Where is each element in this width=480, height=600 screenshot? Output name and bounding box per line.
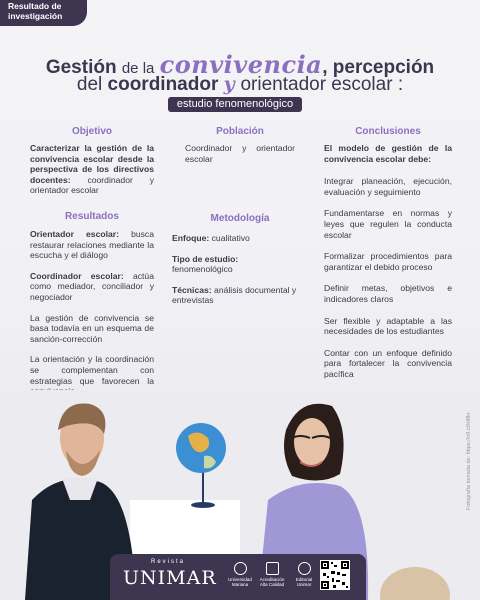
conclusion-item: Formalizar procedimientos para garantizar el debido proceso bbox=[324, 251, 452, 272]
title-word-convivencia: convivencia bbox=[159, 50, 323, 79]
metodologia-item-text: cualitativo bbox=[209, 233, 250, 243]
resultado-item bbox=[30, 313, 154, 345]
objetivo-rest: coordinador y orientador escolar bbox=[30, 174, 154, 196]
conclusiones-intro bbox=[324, 143, 452, 164]
resultados-heading: Resultados bbox=[65, 211, 119, 222]
photo-credit: Fotografía tomada de: https://n9.cl/h8fkr bbox=[466, 412, 472, 510]
title-word-percepcion: , percepción bbox=[322, 57, 435, 78]
objetivo-bold: Caracterizar la gestión de la convivencia escolar desde la perspectiva de los directivos docentes: bbox=[30, 143, 154, 185]
conclusiones-intro-bold: El modelo de gestión de la convivencia escolar debe: bbox=[324, 143, 452, 164]
conclusiones-heading: Conclusiones bbox=[355, 126, 421, 137]
resultado-item-bold: Orientador escolar: bbox=[30, 229, 119, 239]
subtitle-pill: estudio fenomenológico bbox=[168, 97, 302, 112]
badge-line-2: investigación bbox=[8, 11, 63, 21]
universidad-mariana-logo[interactable] bbox=[225, 562, 255, 587]
metodologia-item-text: fenomenológico bbox=[172, 264, 233, 275]
title-line-2 bbox=[0, 73, 480, 96]
resultado-item-bold: Coordinador escolar: bbox=[30, 270, 124, 281]
resultado-item bbox=[30, 229, 154, 261]
metodologia-item bbox=[172, 285, 298, 306]
metodologia-item-bold: Técnicas: bbox=[172, 284, 212, 295]
qr-code-icon[interactable] bbox=[320, 560, 350, 590]
poblacion-heading: Población bbox=[216, 126, 264, 137]
logo3-text: Editorial Unimar bbox=[295, 577, 313, 587]
footer-revista: Revista bbox=[151, 559, 186, 565]
metodologia-item-text: análisis documental y entrevistas bbox=[172, 284, 297, 306]
title-word-y: y bbox=[223, 73, 236, 95]
title-word-gestion: Gestión bbox=[45, 57, 117, 78]
resultados-list bbox=[30, 229, 154, 407]
seal-icon bbox=[266, 562, 279, 575]
conclusion-item: Ser flexible y adaptable a las necesidades de los estudiantes bbox=[324, 315, 452, 337]
editorial-logo[interactable] bbox=[290, 562, 318, 587]
badge-line-1: Resultado de bbox=[8, 1, 62, 11]
section-badge bbox=[0, 0, 87, 26]
logo1-text: Universidad Mariana bbox=[228, 577, 252, 587]
metodologia-item-bold: Enfoque: bbox=[172, 233, 210, 243]
conclusion-item: Contar con un enfoque definido para fortalecer la convivencia pacífica bbox=[324, 347, 452, 379]
metodologia-item-bold: Tipo de estudio: bbox=[172, 253, 239, 264]
logo2-text: Acreditación Alta Calidad bbox=[259, 577, 285, 587]
conclusion-item: Definir metas, objetivos e indicadores claros bbox=[324, 283, 452, 304]
footer-banner bbox=[110, 554, 366, 600]
metodologia-item bbox=[172, 233, 298, 244]
resultado-item-text: busca restaurar relaciones mediante la escucha y el diálogo bbox=[30, 229, 154, 261]
resultado-item-text: actúa como mediador, conciliador y negociador bbox=[30, 270, 154, 302]
resultado-item-text: La orientación y la coordinación se complementan con estrategias que favorecen la bbox=[30, 354, 154, 386]
metodologia-heading: Metodología bbox=[210, 213, 270, 224]
title-word-del: del bbox=[76, 74, 103, 95]
title-word-dela: de la bbox=[121, 60, 155, 77]
conclusiones-list bbox=[324, 143, 452, 380]
crest-icon bbox=[234, 562, 247, 575]
acreditacion-logo[interactable] bbox=[257, 562, 287, 587]
conclusion-item: Fundamentarse en normas y leyes que regulen la conducta escolar bbox=[324, 208, 452, 240]
footer-unimar-logo[interactable]: UNIMAR bbox=[123, 567, 217, 589]
conclusion-item: Integrar planeación, ejecución, evaluación y seguimiento bbox=[324, 176, 452, 197]
title-word-orientador: orientador escolar : bbox=[240, 74, 404, 95]
poblacion-text: Coordinador y orientador escolar bbox=[185, 143, 295, 164]
resultado-item bbox=[30, 271, 154, 303]
title-word-coordinador: coordinador bbox=[107, 74, 219, 95]
objetivo-text bbox=[30, 143, 154, 196]
metodologia-item bbox=[172, 254, 298, 275]
objetivo-heading: Objetivo bbox=[71, 126, 112, 137]
feather-icon bbox=[298, 562, 311, 575]
metodologia-list bbox=[172, 233, 298, 316]
resultado-item-text: La gestión de convivencia se basa todavía en un esquema de sanción-corrección bbox=[30, 312, 154, 344]
